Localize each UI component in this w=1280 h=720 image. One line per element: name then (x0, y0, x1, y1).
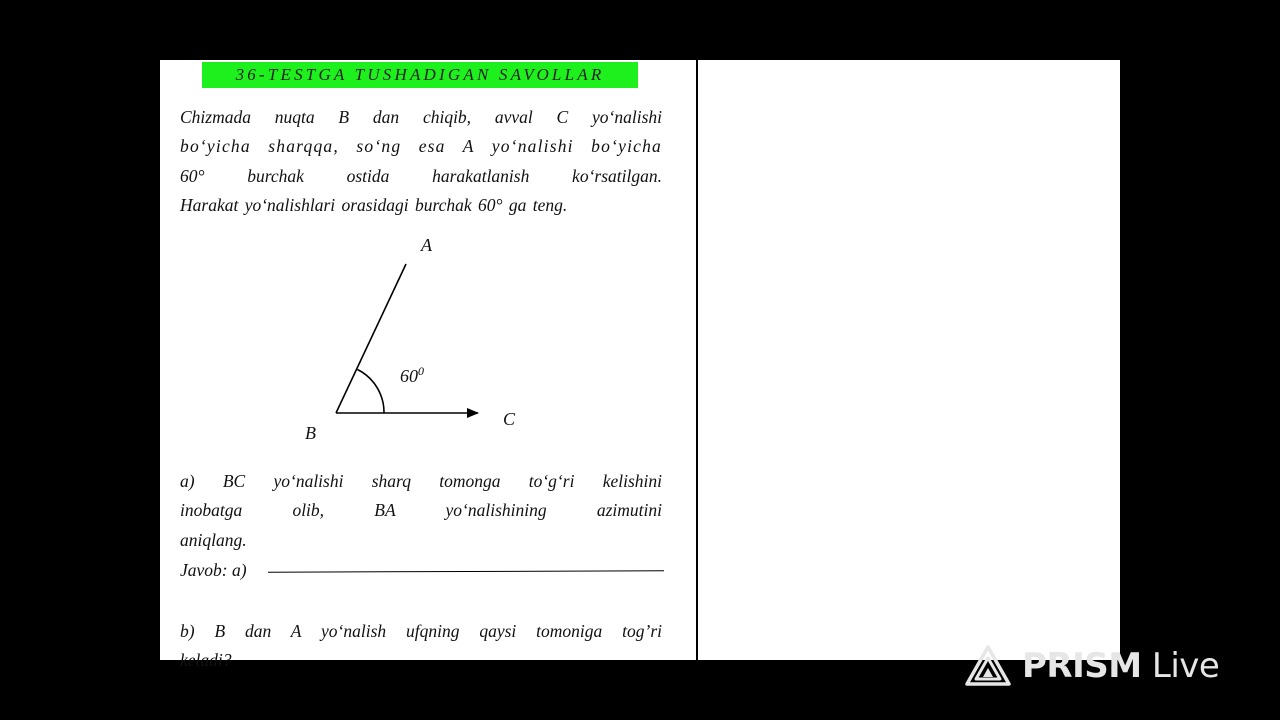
intro-paragraph (180, 103, 662, 220)
question-a-line: a) BC yo‘nalishi sharq tomonga to‘g‘ri kelishini (180, 471, 662, 491)
column-divider (696, 60, 698, 660)
intro-line: Chizmada nuqta B dan chiqib, avval C yo‘nalishi (180, 107, 662, 127)
angle-arc (358, 370, 385, 414)
answer-blank-line[interactable] (268, 570, 664, 572)
watermark-text (1022, 646, 1219, 686)
watermark-suffix: Live (1151, 646, 1220, 686)
question-b-line: keladi? (180, 650, 232, 671)
angle-value: 60 (400, 366, 418, 386)
prism-live-watermark (964, 640, 1244, 692)
prism-triangle-icon (964, 644, 1012, 688)
intro-line: 60° burchak ostida harakatlanish ko‘rsatilgan. (180, 165, 662, 186)
watermark-brand: PRISM (1022, 646, 1142, 686)
point-label-c: C (503, 409, 516, 429)
question-b (180, 617, 662, 676)
question-a-line: aniqlang. (180, 529, 247, 550)
intro-line: bo‘yicha sharqqa, so‘ng esa A yo‘nalishi bo‘yicha (180, 136, 662, 157)
question-a-line: inobatga olib, BA yo‘nalishining azimutini (180, 500, 662, 521)
page-heading: 36-TESTGA TUSHADIGAN SAVOLLAR (202, 62, 638, 88)
question-a (180, 467, 662, 555)
intro-line: Harakat yo‘nalishlari orasidagi burchak 60° ga teng. (180, 194, 568, 215)
angle-label (400, 364, 424, 386)
point-label-a: A (421, 235, 432, 255)
answer-label: Javob: a) (180, 560, 247, 580)
question-b-line: b) B dan A yo‘nalish ufqning qaysi tomoniga tog’ri (180, 621, 662, 641)
ray-ba (336, 264, 406, 413)
angle-superscript: 0 (418, 364, 424, 378)
angle-figure (290, 228, 550, 448)
point-label-b: B (305, 423, 316, 443)
